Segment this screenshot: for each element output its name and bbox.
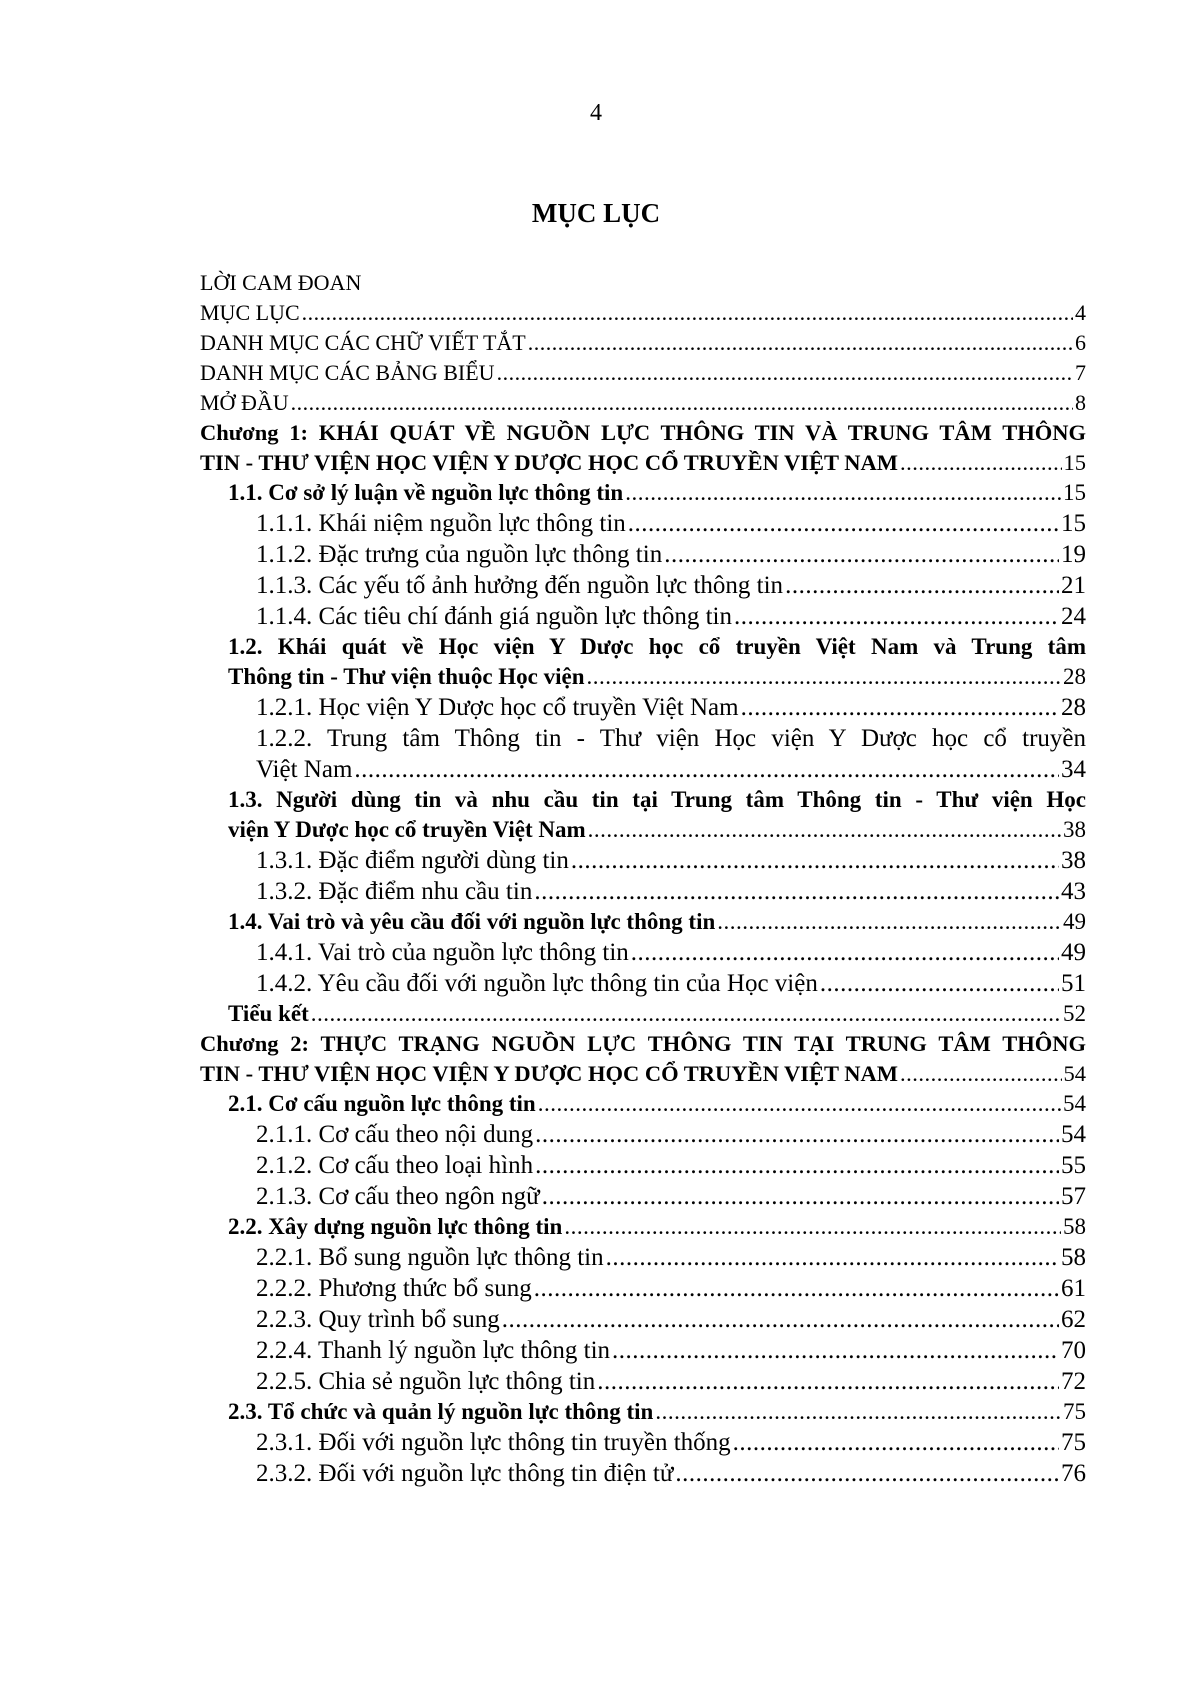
toc-entry-label: 2.2.4. Thanh lý nguồn lực thông tin: [256, 1337, 611, 1364]
toc-entry[interactable]: [200, 1335, 1086, 1366]
dot-leader: [785, 570, 1059, 601]
toc-entry[interactable]: [200, 937, 1086, 968]
toc-entry-page-number: 52: [1063, 1001, 1086, 1026]
toc-entry-label: 2.1.2. Cơ cấu theo loại hình: [256, 1152, 534, 1179]
toc-entry[interactable]: [200, 388, 1086, 418]
toc-entry[interactable]: [200, 358, 1086, 388]
dot-leader: [734, 601, 1059, 632]
toc-entry-page-number: 70: [1061, 1337, 1086, 1364]
toc-entry-label-line1: Chương 2: THỰC TRẠNG NGUỒN LỰC THÔNG TIN TẠI TRUNG TÂM THÔNG: [200, 1031, 1086, 1056]
toc-entry-label: 2.1.3. Cơ cấu theo ngôn ngữ: [256, 1183, 540, 1210]
toc-entry[interactable]: [200, 570, 1086, 601]
toc-entry-label: 1.3.2. Đặc điểm nhu cầu tin: [256, 878, 533, 905]
toc-entry-label: 1.1.2. Đặc trưng của nguồn lực thông tin: [256, 541, 663, 568]
toc-entry-label: Tiểu kết: [228, 1001, 309, 1026]
toc-entry-label: 2.2.2. Phương thức bổ sung: [256, 1275, 532, 1302]
toc-entry-label-line1: 1.2.2. Trung tâm Thông tin - Thư viện Học viện Y Dược học cổ truyền: [256, 725, 1086, 752]
toc-title: MỤC LỤC: [531, 198, 661, 228]
toc-entry[interactable]: [200, 999, 1086, 1029]
toc-entry-label: Việt Nam: [256, 756, 353, 783]
dot-leader: [900, 448, 1061, 478]
dot-leader: [535, 1119, 1059, 1150]
toc-entry-page-number: 8: [1075, 390, 1086, 415]
dot-leader: [900, 1059, 1061, 1089]
toc-entry-label: MỞ ĐẦU: [200, 390, 289, 415]
toc-entry-page-number: 43: [1061, 878, 1086, 905]
toc-entry[interactable]: [200, 328, 1086, 358]
dot-leader: [311, 999, 1061, 1029]
dot-leader: [534, 876, 1059, 907]
toc-entry-page-number: 19: [1061, 541, 1086, 568]
toc-entry-page-number: 4: [1075, 300, 1086, 325]
toc-entry-page-number: 61: [1061, 1275, 1086, 1302]
dot-leader: [542, 1181, 1059, 1212]
toc-entry-page-number: 75: [1063, 1399, 1086, 1424]
toc-entry[interactable]: [200, 785, 1086, 845]
page-number: 4: [590, 100, 602, 126]
dot-leader: [587, 662, 1061, 692]
toc-entry[interactable]: [200, 1397, 1086, 1427]
dot-leader: [538, 1089, 1061, 1119]
toc-entry-label: 2.1.1. Cơ cấu theo nội dung: [256, 1121, 534, 1148]
toc-entry[interactable]: [200, 692, 1086, 723]
toc-entry[interactable]: [200, 418, 1086, 478]
toc-entry-page-number: 15: [1061, 510, 1086, 537]
toc-entry-page-number: 38: [1061, 847, 1086, 874]
toc-entry-page-number: 72: [1061, 1368, 1086, 1395]
dot-leader: [612, 1335, 1059, 1366]
toc-entry-page-number: 28: [1063, 664, 1086, 689]
toc-entry-label: 1.1.1. Khái niệm nguồn lực thông tin: [256, 510, 626, 537]
toc-entry-label: 2.2.5. Chia sẻ nguồn lực thông tin: [256, 1368, 596, 1395]
toc-entry-label-line1: 1.2. Khái quát về Học viện Y Dược học cổ truyền Việt Nam và Trung tâm: [228, 634, 1086, 659]
toc-entry-label: viện Y Dược học cổ truyền Việt Nam: [228, 817, 586, 842]
toc-entry-label: 1.4.1. Vai trò của nguồn lực thông tin: [256, 939, 629, 966]
toc-entry-page-number: 57: [1061, 1183, 1086, 1210]
toc-entry[interactable]: [200, 1150, 1086, 1181]
toc-entry[interactable]: [200, 968, 1086, 999]
toc-entry[interactable]: [200, 601, 1086, 632]
toc-entry-label-line1: Chương 1: KHÁI QUÁT VỀ NGUỒN LỰC THÔNG TIN VÀ TRUNG TÂM THÔNG: [200, 420, 1086, 445]
toc-entry-page-number: 38: [1063, 817, 1086, 842]
toc-entry[interactable]: [200, 268, 1086, 298]
toc-entry-page-number: 28: [1061, 694, 1086, 721]
toc-entry[interactable]: [200, 508, 1086, 539]
toc-entry-page-number: 54: [1063, 1061, 1086, 1086]
toc-entry-label: 1.3.1. Đặc điểm người dùng tin: [256, 847, 569, 874]
toc-entry-label: DANH MỤC CÁC CHỮ VIẾT TẮT: [200, 330, 526, 355]
toc-entry-label: 2.2.3. Quy trình bổ sung: [256, 1306, 500, 1333]
toc-entry-label: Thông tin - Thư viện thuộc Học viện: [228, 664, 585, 689]
dot-leader: [302, 298, 1073, 328]
toc-entry-page-number: 15: [1063, 450, 1086, 475]
toc-entry-page-number: 49: [1061, 939, 1086, 966]
toc-entry-page-number: 54: [1063, 1091, 1086, 1116]
toc-entry-label: 1.2.1. Học viện Y Dược học cổ truyền Việt Nam: [256, 694, 739, 721]
dot-leader: [741, 692, 1059, 723]
dot-leader: [717, 907, 1061, 937]
dot-leader: [597, 1366, 1059, 1397]
toc-entry-label: 2.3.1. Đối với nguồn lực thông tin truyền thống: [256, 1429, 731, 1456]
dot-leader: [631, 937, 1059, 968]
toc-entry-label: LỜI CAM ĐOAN: [200, 270, 362, 295]
dot-leader: [820, 968, 1059, 999]
toc-entry-label: 2.1. Cơ cấu nguồn lực thông tin: [228, 1091, 536, 1116]
toc-entry[interactable]: [200, 1427, 1086, 1458]
dot-leader: [675, 1458, 1059, 1489]
table-of-contents: [200, 268, 1086, 1489]
toc-entry-page-number: 54: [1061, 1121, 1086, 1148]
toc-entry[interactable]: [200, 1366, 1086, 1397]
toc-entry-page-number: 34: [1061, 756, 1086, 783]
toc-entry-page-number: 62: [1061, 1306, 1086, 1333]
toc-entry-label: 2.2.1. Bổ sung nguồn lực thông tin: [256, 1244, 604, 1271]
toc-entry-page-number: 15: [1063, 480, 1086, 505]
dot-leader: [733, 1427, 1059, 1458]
toc-entry-label: 2.3. Tổ chức và quản lý nguồn lực thông tin: [228, 1399, 654, 1424]
dot-leader: [655, 1397, 1061, 1427]
toc-entry-label: 2.3.2. Đối với nguồn lực thông tin điện tử: [256, 1460, 674, 1487]
toc-entry[interactable]: [200, 1458, 1086, 1489]
toc-entry[interactable]: [200, 632, 1086, 692]
toc-entry-label: 1.4. Vai trò và yêu cầu đối với nguồn lực thông tin: [228, 909, 716, 934]
toc-entry-page-number: 24: [1061, 603, 1086, 630]
dot-leader: [571, 845, 1059, 876]
dot-leader: [535, 1150, 1059, 1181]
dot-leader: [497, 358, 1073, 388]
toc-entry-page-number: 75: [1061, 1429, 1086, 1456]
toc-entry[interactable]: [200, 1029, 1086, 1089]
dot-leader: [628, 508, 1059, 539]
dot-leader: [502, 1304, 1059, 1335]
toc-entry-label: TIN - THƯ VIỆN HỌC VIỆN Y DƯỢC HỌC CỔ TRUYỀN VIỆT NAM: [200, 1061, 899, 1086]
toc-entry-page-number: 58: [1061, 1244, 1086, 1271]
toc-entry-page-number: 51: [1061, 970, 1086, 997]
toc-entry-page-number: 76: [1061, 1460, 1086, 1487]
toc-entry[interactable]: [200, 1273, 1086, 1304]
toc-entry-label-line1: 1.3. Người dùng tin và nhu cầu tin tại Trung tâm Thông tin - Thư viện Học: [228, 787, 1086, 812]
toc-entry-label: TIN - THƯ VIỆN HỌC VIỆN Y DƯỢC HỌC CỔ TRUYỀN VIỆT NAM: [200, 450, 899, 475]
dot-leader: [625, 478, 1061, 508]
toc-entry[interactable]: [200, 1119, 1086, 1150]
toc-entry[interactable]: [200, 539, 1086, 570]
toc-entry-label: 1.1. Cơ sở lý luận về nguồn lực thông tin: [228, 480, 624, 505]
dot-leader: [606, 1242, 1059, 1273]
toc-entry[interactable]: [200, 1181, 1086, 1212]
toc-entry-page-number: 7: [1075, 360, 1086, 385]
toc-entry-page-number: 6: [1075, 330, 1086, 355]
toc-entry[interactable]: [200, 876, 1086, 907]
toc-entry-label: 2.2. Xây dựng nguồn lực thông tin: [228, 1214, 563, 1239]
toc-entry[interactable]: [200, 298, 1086, 328]
toc-entry[interactable]: [200, 478, 1086, 508]
toc-entry-page-number: 58: [1063, 1214, 1086, 1239]
toc-entry[interactable]: [200, 1212, 1086, 1242]
dot-leader: [588, 815, 1061, 845]
toc-entry[interactable]: [200, 723, 1086, 785]
toc-entry-label: MỤC LỤC: [200, 300, 300, 325]
toc-entry-label: DANH MỤC CÁC BẢNG BIỂU: [200, 360, 495, 385]
toc-entry[interactable]: [200, 1089, 1086, 1119]
dot-leader: [354, 754, 1059, 785]
toc-entry[interactable]: [200, 845, 1086, 876]
toc-entry-label: 1.1.4. Các tiêu chí đánh giá nguồn lực thông tin: [256, 603, 732, 630]
dot-leader: [528, 328, 1073, 358]
toc-entry[interactable]: [200, 1242, 1086, 1273]
toc-entry-page-number: 49: [1063, 909, 1086, 934]
toc-entry[interactable]: [200, 907, 1086, 937]
dot-leader: [291, 388, 1073, 418]
dot-leader: [564, 1212, 1061, 1242]
toc-entry-page-number: 21: [1061, 572, 1086, 599]
dot-leader: [664, 539, 1059, 570]
toc-entry-page-number: 55: [1061, 1152, 1086, 1179]
dot-leader: [534, 1273, 1059, 1304]
toc-entry-label: 1.1.3. Các yếu tố ảnh hưởng đến nguồn lực thông tin: [256, 572, 784, 599]
toc-entry[interactable]: [200, 1304, 1086, 1335]
toc-entry-label: 1.4.2. Yêu cầu đối với nguồn lực thông tin của Học viện: [256, 970, 818, 997]
